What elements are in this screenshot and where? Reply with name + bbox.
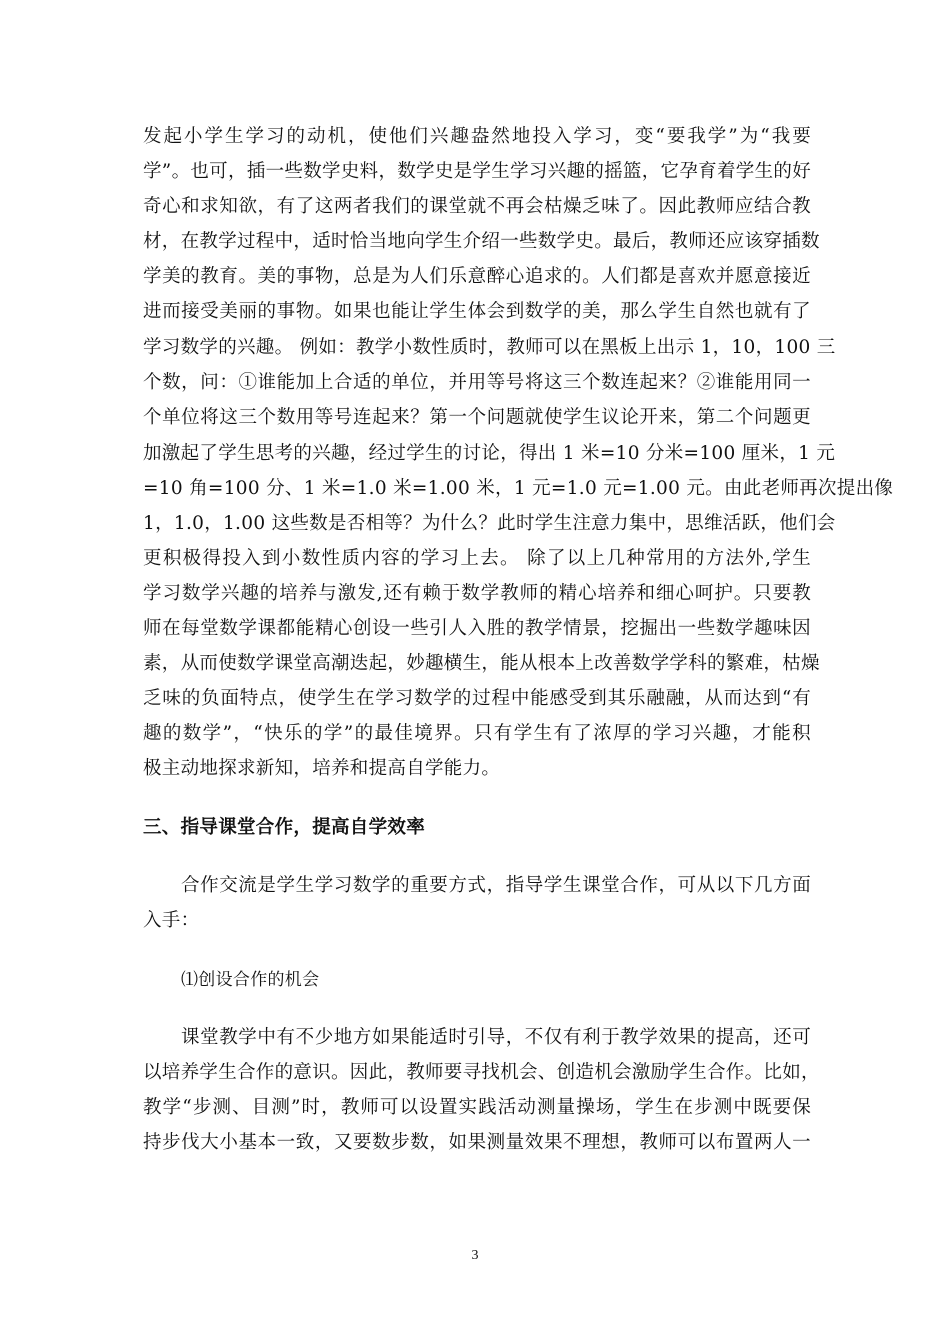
paragraph-line: 发起小学生学习的动机，使他们兴趣盎然地投入学习，变“要我学”为“我要 [143, 126, 811, 147]
page-number: 3 [471, 1248, 479, 1263]
paragraph-line: 入手： [143, 910, 200, 931]
paragraph-line: 趣的数学”，“快乐的学”的最佳境界。只有学生有了浓厚的学习兴趣，才能积 [143, 723, 811, 744]
paragraph-line: 学习数学兴趣的培养与激发,还有赖于数学教师的精心培养和细心呵护。只要教 [143, 583, 811, 604]
paragraph-line: 个单位将这三个数用等号连起来？第一个问题就使学生议论开来，第二个问题更 [143, 407, 811, 428]
paragraph-line: 极主动地探求新知，培养和提高自学能力。 [143, 758, 501, 779]
paragraph-line: 教学“步测、目测”时，教师可以设置实践活动测量操场，学生在步测中既要保 [143, 1097, 811, 1118]
paragraph-line: 加激起了学生思考的兴趣，经过学生的讨论，得出 1 米=10 分米=100 厘米，1 元 [143, 443, 836, 464]
paragraph-line: 进而接受美丽的事物。如果也能让学生体会到数学的美，那么学生自然也就有了 [143, 301, 811, 322]
paragraph-line: 乏味的负面特点，使学生在学习数学的过程中能感受到其乐融融，从而达到“有 [143, 688, 811, 709]
paragraph-line: 学”。也可，插一些数学史料，数学史是学生学习兴趣的摇篮，它孕育着学生的好 [143, 161, 811, 182]
paragraph-line: 更积极得投入到小数性质内容的学习上去。 除了以上几种常用的方法外,学生 [143, 548, 811, 569]
paragraph-line: 课堂教学中有不少地方如果能适时引导，不仅有利于教学效果的提高，还可 [181, 1027, 811, 1048]
paragraph-line: 以培养学生合作的意识。因此，教师要寻找机会、创造机会激励学生合作。比如， [143, 1062, 820, 1083]
paragraph-line: 合作交流是学生学习数学的重要方式，指导学生课堂合作，可从以下几方面 [181, 875, 811, 896]
paragraph-line: 学习数学的兴趣。 例如：教学小数性质时，教师可以在黑板上出示 1，10，100 三 [143, 337, 836, 358]
subheading: ⑴创设合作的机会 [181, 970, 320, 990]
paragraph-line: 持步伐大小基本一致，又要数步数，如果测量效果不理想，教师可以布置两人一 [143, 1132, 811, 1153]
paragraph-line: 1，1.0，1.00 这些数是否相等？为什么？此时学生注意力集中，思维活跃，他们会 [143, 513, 836, 534]
paragraph-line: 材，在教学过程中，适时恰当地向学生介绍一些数学史。最后，教师还应该穿插数 [143, 231, 820, 252]
paragraph-line: 个数，问：①谁能加上合适的单位，并用等号将这三个数连起来？②谁能用同一 [143, 372, 811, 393]
paragraph-line: 奇心和求知欲，有了这两者我们的课堂就不再会枯燥乏味了。因此教师应结合教 [143, 196, 811, 217]
paragraph-line: 素，从而使数学课堂高潮迭起，妙趣横生，能从根本上改善数学学科的繁难，枯燥 [143, 653, 820, 674]
paragraph-line: 师在每堂数学课都能精心创设一些引人入胜的教学情景，挖掘出一些数学趣味因 [143, 618, 811, 639]
section-heading: 三、指导课堂合作，提高自学效率 [143, 817, 426, 838]
paragraph-line: =10 角=100 分、1 米=1.0 米=1.00 米，1 元=1.0 元=1.00 元。由此老师再次提出像 [143, 478, 894, 499]
paragraph-line: 学美的教育。美的事物，总是为人们乐意醉心追求的。人们都是喜欢并愿意接近 [143, 266, 811, 287]
